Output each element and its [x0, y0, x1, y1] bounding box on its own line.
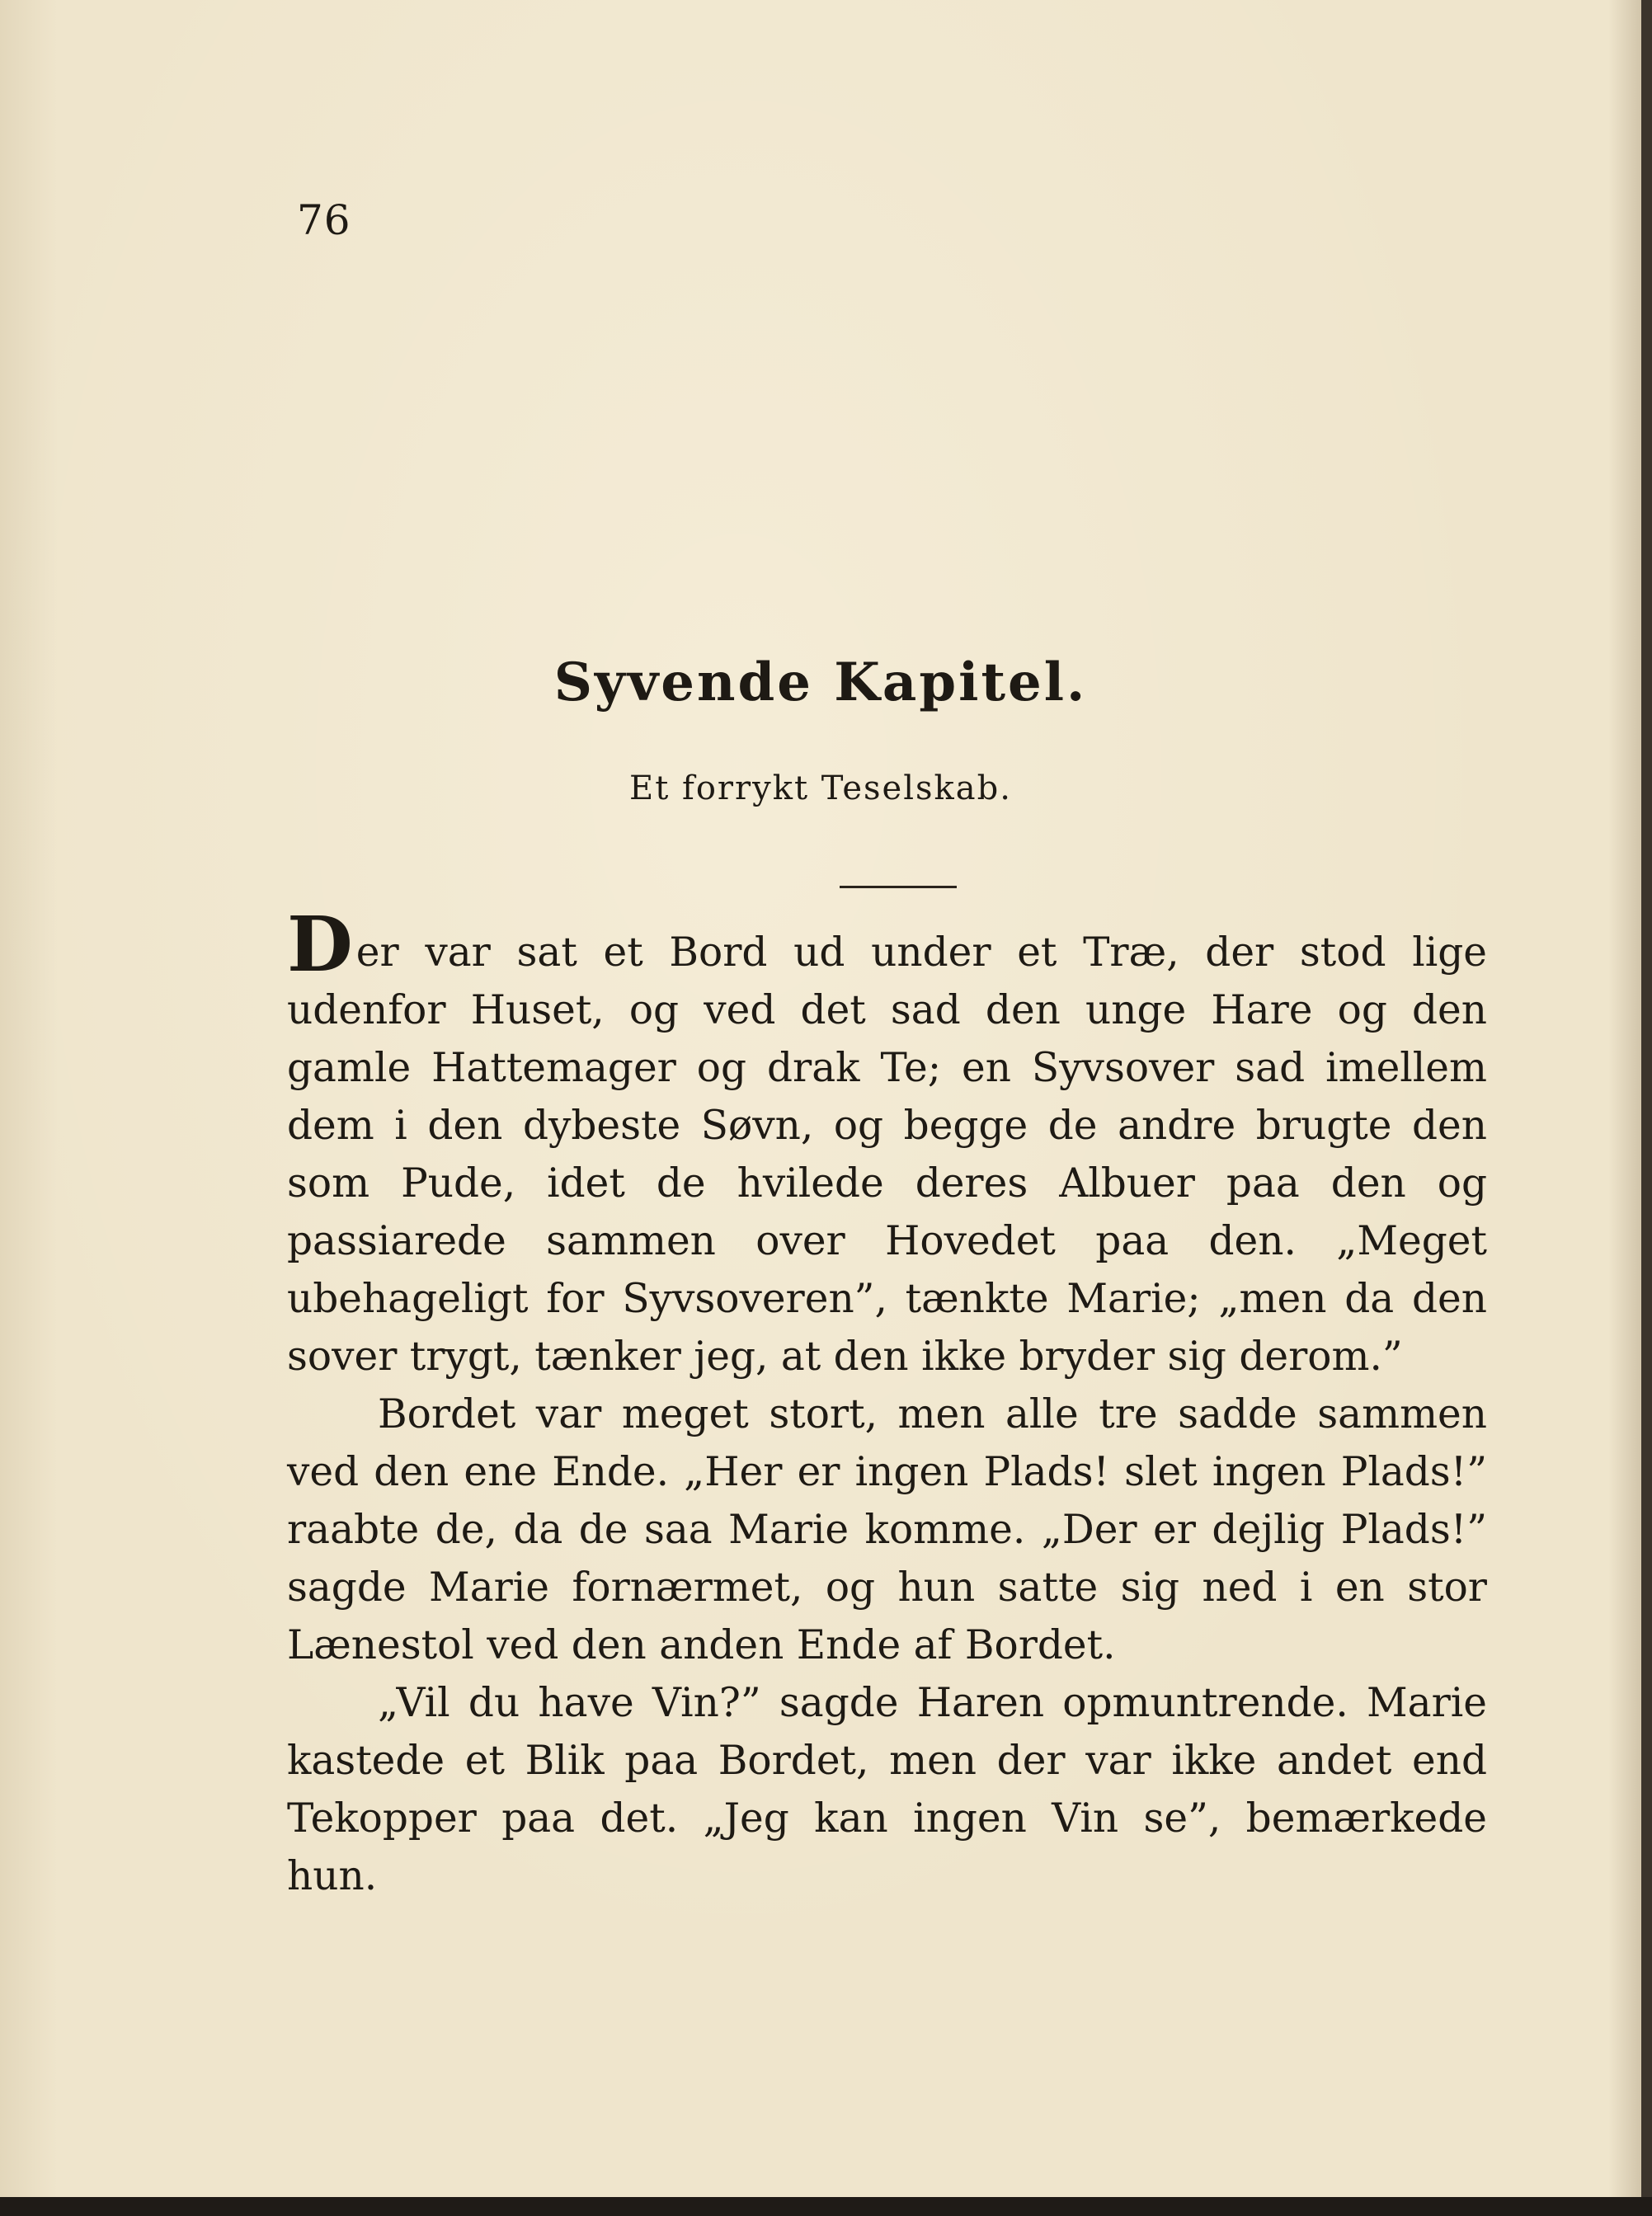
- paragraph-1: [287, 900, 1487, 1386]
- page-number: 76: [297, 196, 351, 244]
- drop-cap: D: [287, 900, 353, 989]
- paragraph-2: Bordet var meget stort, men alle tre sadde sammen ved den ene Ende. „Her er ingen Plads! slet ingen Plads!” raabte de, da de saa Marie komme. „Der er dejlig Plads!” sagde Marie fornærmet, og hun satte sig ned i en stor Lænestol ved den anden Ende af Bordet.: [287, 1391, 1487, 1668]
- paragraph-3: „Vil du have Vin?” sagde Haren opmuntrende. Marie kastede et Blik paa Bordet, men der var ikke andet end Tekopper paa det. „Jeg kan ingen Vin se”, bemærkede hun.: [287, 1680, 1487, 1899]
- paragraph-1-text: er var sat et Bord ud under et Træ, der stod lige udenfor Huset, og ved det sad den unge Hare og den gamle Hattemager og drak Te; en Syvsover sad imellem dem i den dybeste Søvn, og begge de andre brugte den som Pude, idet de hvilede deres Albuer paa den og passiarede sammen over Hovedet paa den. „Meget ubehageligt for Syvsoveren”, tænkte Marie; „men da den sover trygt, tænker jeg, at den ikke bryder sig derom.”: [287, 929, 1487, 1380]
- chapter-title: Syvende Kapitel.: [553, 652, 1088, 713]
- page-edge-bottom: [0, 2197, 1652, 2216]
- chapter-subtitle: Et forrykt Teselskab.: [629, 769, 1012, 807]
- body-text: [287, 900, 1487, 1905]
- page-edge-right: [1641, 0, 1652, 2216]
- title-divider: [840, 886, 957, 888]
